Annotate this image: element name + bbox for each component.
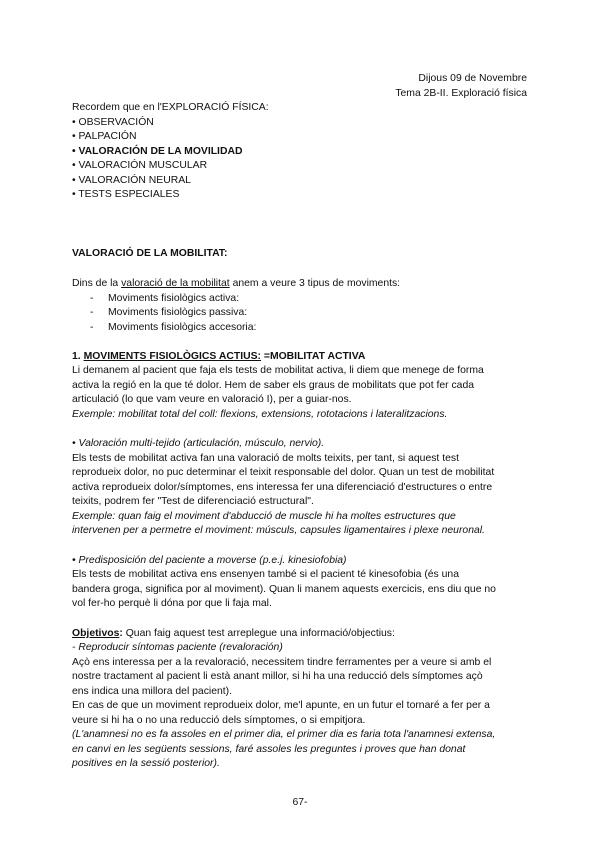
paragraph-line: Açò ens interessa per a la revaloració, necessitem tindre ferramentes per a veure si amb el [72, 657, 492, 668]
bullet-heading: • Valoración multi-tejido (articulación, músculo, nervio). [72, 438, 325, 449]
italic-note-line: (L'anamnesi no es fa assoles en el primer dia, el primer dia es faria tota l'anamnesi extensa, [72, 729, 496, 740]
objectives-subheading: - Reproducir síntomas paciente (revaloración) [72, 642, 283, 653]
example-line: intervenen per a permetre el moviment: músculs, capsules ligamentaires i plexe neuronal. [72, 525, 485, 536]
paragraph-line: activa reprodueix dolor/símptomes, ens interessa fer una diferenciació d'estructures o entre [72, 482, 493, 493]
types-lead: Dins de la valoració de la mobilitat anem a veure 3 tipus de moviments: [72, 278, 401, 289]
intro-item: • PALPACIÓN [72, 131, 137, 142]
paragraph-line: vol fer-ho perquè li dóna por que li faja mal. [72, 598, 272, 609]
example-line: Exemple: quan faig el moviment d'abducció de muscle hi ha moltes estructures que [72, 511, 456, 522]
movement-type-item: Moviments fisiològics passiva: [108, 307, 248, 318]
movement-type-item: Moviments fisiològics accesoria: [108, 322, 257, 333]
list-dash: - [90, 307, 94, 318]
intro-item: • VALORACIÓN NEURAL [72, 175, 191, 186]
objectives-heading: Objetivos: Quan faig aquest test arreplegue una informació/objectius: [72, 628, 395, 639]
italic-note-line: positives en la sessió posterior). [72, 758, 220, 769]
paragraph-line: ens indica una millora del pacient). [72, 686, 232, 697]
example-line: Exemple: mobilitat total del coll: flexions, extensions, rototacions i lateralitzacions. [72, 409, 448, 420]
paragraph-line: nostre tractament al pacient li està anant millor, si hi ha una reducció dels símptomes açò [72, 671, 483, 682]
header-topic: Tema 2B-II. Exploració física [395, 88, 527, 99]
intro-item-highlighted: • VALORACIÓN DE LA MOVILIDAD [72, 146, 243, 157]
section-title: VALORACIÓ DE LA MOBILITAT: [72, 248, 228, 259]
page-number: 67- [292, 797, 308, 808]
intro-item: • OBSERVACIÓN [72, 117, 154, 128]
intro-item: • VALORACIÓN MUSCULAR [72, 160, 208, 171]
intro-lead: Recordem que en l'EXPLORACIÓ FÍSICA: [72, 102, 269, 113]
paragraph-line: articulació (lo que vam veure en valoració I), per a guiar-nos. [72, 394, 352, 405]
section-1-heading: 1. MOVIMENTS FISIOLÒGICS ACTIUS: =MOBILITAT ACTIVA [72, 351, 366, 362]
list-dash: - [90, 293, 94, 304]
movement-type-item: Moviments fisiològics activa: [108, 293, 240, 304]
paragraph-line: En cas de que un moviment reprodueix dolor, me'l apunte, en un futur el tornaré a fer per a [72, 700, 490, 711]
paragraph-line: activa la regió en la que té dolor. Hem de saber els graus de mobilitats que pot fer cada [72, 380, 475, 391]
paragraph-line: Els tests de mobilitat activa fan una valoració de molts teixits, per tant, si aquest test [72, 453, 459, 464]
header-date: Dijous 09 de Novembre [418, 73, 527, 84]
list-dash: - [90, 322, 94, 333]
paragraph-line: Li demanem al pacient que faja els tests de mobilitat activa, li diem que menege de forma [72, 365, 484, 376]
paragraph-line: reprodueix dolor, no puc determinar el teixit responsable del dolor. Quan un test de mobilitat [72, 467, 495, 478]
intro-item: • TESTS ESPECIALES [72, 189, 180, 200]
bullet-heading: • Predisposición del paciente a moverse (p.e.j. kinesiofobia) [72, 555, 347, 566]
paragraph-line: teixits, podrem fer "Test de diferenciació estructural". [72, 496, 314, 507]
italic-note-line: en canvi en les següents sessions, faré assoles les preguntes i proves que han donat [72, 744, 466, 755]
paragraph-line: bandera groga, significa por al moviment). Quan li manem aquests exercicis, ens diu que no [72, 584, 496, 595]
paragraph-line: veure si hi ha o no una reducció dels símptomes, o si empitjora. [72, 715, 366, 726]
paragraph-line: Els tests de mobilitat activa ens ensenyen també si el pacient té kinesofobia (és una [72, 569, 459, 580]
